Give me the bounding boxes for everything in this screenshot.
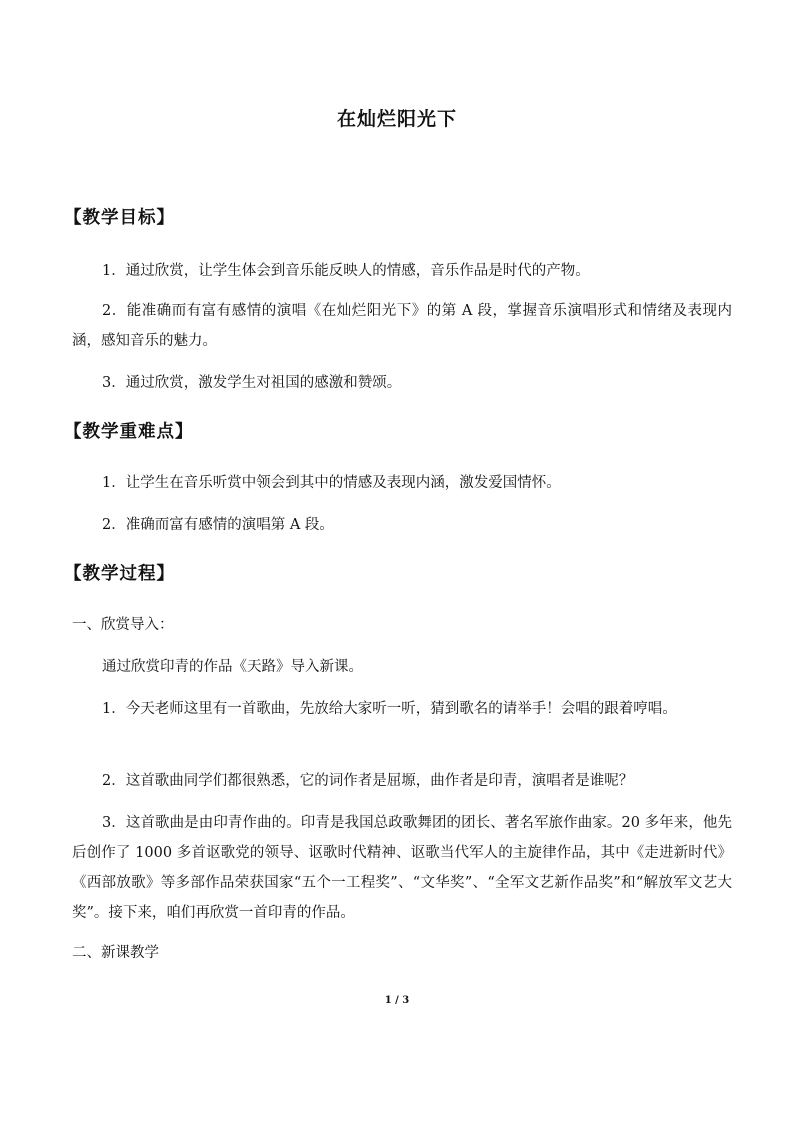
- process-item-2: 2．这首歌曲同学们都很熟悉，它的词作者是屈塬，曲作者是印青，演唱者是谁呢？: [102, 773, 634, 789]
- page-number: 1 / 3: [384, 995, 410, 1006]
- section-heading-process: 【教学过程】: [64, 564, 175, 584]
- process-intro: 通过欣赏印青的作品《天路》导入新课。: [102, 659, 363, 675]
- process-part2-title: 二、新课教学: [72, 945, 159, 961]
- key-point-item-1: 1．让学生在音乐听赏中领会到其中的情感及表现内涵，激发爱国情怀。: [102, 475, 561, 491]
- goal-item-2: 2．能准确而有富有感情的演唱《在灿烂阳光下》的第 A 段，掌握音乐演唱形式和情绪及表现内涵，感知音乐的魅力。: [72, 303, 732, 349]
- goal-item-3: 3．通过欣赏，激发学生对祖国的感激和赞颂。: [102, 375, 402, 391]
- document-title: 在灿烂阳光下: [336, 108, 457, 130]
- process-part1-title: 一、欣赏导入：: [72, 617, 174, 633]
- process-item-3: 3．这首歌曲是由印青作曲的。印青是我国总政歌舞团的团长、著名军旅作曲家。20 多年来，他先后创作了 1000 多首讴歌党的领导、讴歌时代精神、讴歌当代军人的主旋律作品，其中《走进新时代》《西部放歌》等多部作品荣获国家“五个一工程奖”、“文华奖”、“全军文艺新作品奖”和“解放军文艺大奖”。接下来，咱们再欣赏一首印青的作品。: [72, 815, 732, 921]
- goal-item-1: 1．通过欣赏，让学生体会到音乐能反映人的情感，音乐作品是时代的产物。: [102, 263, 590, 279]
- section-heading-goals: 【教学目标】: [64, 208, 175, 228]
- process-item-1: 1．今天老师这里有一首歌曲，先放给大家听一听，猜到歌名的请举手！会唱的跟着哼唱。: [102, 701, 677, 717]
- key-point-item-2: 2．准确而富有感情的演唱第 A 段。: [102, 517, 334, 533]
- section-heading-key-points: 【教学重难点】: [64, 422, 194, 442]
